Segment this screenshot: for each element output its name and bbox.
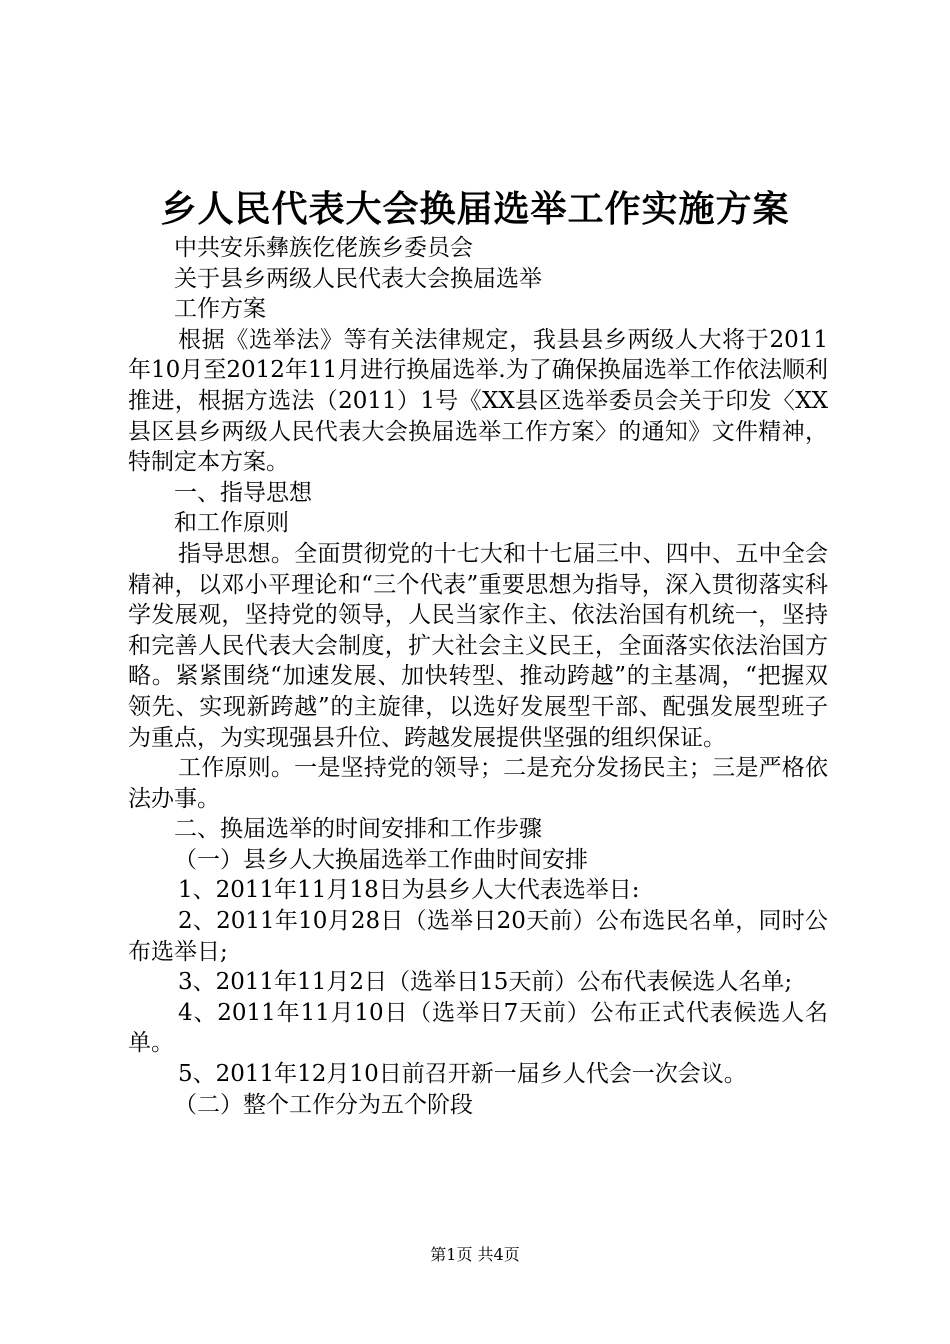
document-body <box>128 233 828 1120</box>
section-heading-1-cont: 和工作原则 <box>174 510 289 537</box>
document-title: 乡人民代表大会换届选举工作实施方案 <box>160 188 790 230</box>
paragraph-guiding-thought: 指导思想。全面贯彻党的十七大和十七届三中、四中、五中全会精神，以邓小平理论和“三个代表”重要思想为指导，深入贯彻落实科学发展观，坚持党的领导，人民当家作主、依法治国有机统一，坚持和完善人民代表大会制度，扩大社会主义民王，全面落实依法治国方略。紧紧围绕“加速发展、加快转型、推动跨越”的主基凋，“把握双领先、实现新跨越”的主旋律，以选好发展型干部、配强发展型班子为重点，为实现强县升位、跨越发展提供坚强的组织保证。 <box>128 540 828 751</box>
schedule-item-1: 1、2011年11月18日为县乡人大代表选举日: <box>178 877 640 904</box>
paragraph-subtitle-line2: 工作方案 <box>174 296 266 323</box>
schedule-item-2: 2、2011年10月28日（选举日20天前）公布选民名单，同时公布选举日; <box>128 908 828 965</box>
section-heading-2: 二、换届选举的时间安排和工作步骤 <box>174 816 542 843</box>
page-total: 共4页 <box>477 1245 520 1264</box>
paragraph-subtitle-line1: 关于县乡两级人民代表大会换届选举 <box>174 265 542 292</box>
schedule-item-5: 5、2011年12月10日前召开新一届乡人代会一次会议。 <box>178 1061 747 1088</box>
schedule-item-4: 4、2011年11月10日（选举日7天前）公布正式代表候选人名单。 <box>128 999 828 1057</box>
paragraph-intro: 根据《选举法》等有关法律规定，我县县乡两级人大将于2011年10月至2012年11月进行换届选举.为了确保换届选举工作依法顺利推进，根据方选法（2011）1号《XX县区选举委员会关于印发〈XX县区县乡两级人民代表大会换届选举工作方案〉的通知》文件精神，特制定本方案。 <box>128 326 828 476</box>
page-footer <box>0 1244 950 1266</box>
paragraph-issuer: 中共安乐彝族仡佬族乡委员会 <box>174 235 473 261</box>
page-number: 第1页 <box>430 1245 473 1264</box>
paragraph-principles: 工作原则。一是坚持党的领导；二是充分发扬民主；三是严格依法办事。 <box>128 755 828 812</box>
schedule-item-3: 3、2011年11月2日（选举日15天前）公布代表候选人名单; <box>178 969 793 996</box>
subsection-heading-1: （一）县乡人大换届选举工作曲时间安排 <box>174 846 588 873</box>
section-heading-1: 一、指导思想 <box>174 479 312 506</box>
subsection-heading-2: （二）整个工作分为五个阶段 <box>174 1091 473 1118</box>
